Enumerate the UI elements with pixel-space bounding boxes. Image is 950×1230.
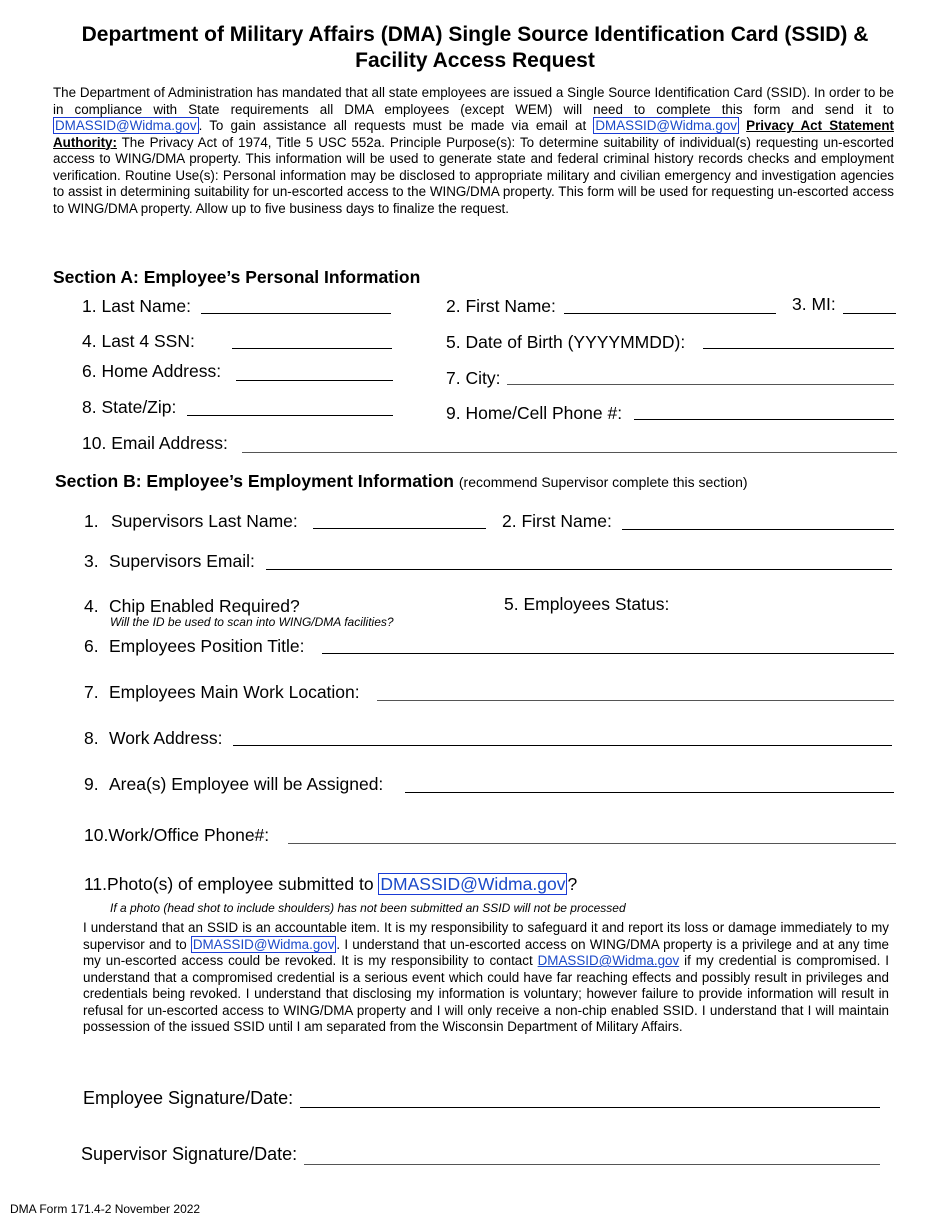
- ack-email-link-2[interactable]: DMASSID@Widma.gov: [537, 953, 680, 968]
- sup-last-name-field[interactable]: [313, 528, 486, 529]
- sup-first-name-field[interactable]: [622, 529, 894, 530]
- photo-question-text: 11.Photo(s) of employee submitted to: [84, 874, 379, 894]
- position-number: 6.: [84, 636, 99, 656]
- home-address-field[interactable]: [236, 380, 393, 381]
- work-location-field[interactable]: [377, 700, 894, 701]
- first-name-label: 2. First Name:: [446, 296, 556, 316]
- intro-text-1: The Department of Administration has mandated that all state employees are issued a Single Source Identification Card (SSID). In order to be in compliance with State requirements all DMA employees (except WEM) will need to complete this form and send it to: [53, 85, 894, 117]
- office-phone-field[interactable]: [288, 843, 896, 844]
- form-title: [40, 22, 910, 74]
- state-zip-label: 8. State/Zip:: [82, 397, 177, 417]
- email-label: 10. Email Address:: [82, 433, 228, 453]
- section-b-heading: [55, 471, 748, 492]
- home-address-label: 6. Home Address:: [82, 361, 222, 381]
- sup-email-label: Supervisors Email:: [109, 551, 255, 571]
- photo-question: [84, 874, 577, 895]
- dob-label: 5. Date of Birth (YYYYMMDD):: [446, 332, 686, 352]
- photo-hint: If a photo (head shot to include shoulders) has not been submitted an SSID will not be processed: [110, 901, 626, 915]
- last-name-field[interactable]: [201, 313, 391, 314]
- position-title-field[interactable]: [322, 653, 894, 654]
- first-name-field[interactable]: [564, 313, 776, 314]
- intro-email-link-2[interactable]: DMASSID@Widma.gov: [595, 118, 737, 133]
- section-b-title: Section B: Employee’s Employment Information: [55, 471, 454, 491]
- phone-field[interactable]: [634, 419, 894, 420]
- email-field[interactable]: [242, 452, 897, 453]
- intro-email-link-1[interactable]: DMASSID@Widma.gov: [55, 118, 197, 133]
- sup-email-field[interactable]: [266, 569, 892, 570]
- form-title-line-2: Facility Access Request: [355, 49, 595, 72]
- work-address-label: Work Address:: [109, 728, 223, 748]
- ack-text-3: if my credential is compromised. I understand that a compromised credential is a serious event which could have far reaching effects and possibly result in privileges and credentials being revoked. I understand that disclosing my information is voluntary; however failure to provide information will result in refusal for un-escorted access to WING/DMA property and I will only receive a non-chip enabled SSID. I understand that I will maintain possession of the issued SSID until I am separated from the Wisconsin Department of Military Affairs.: [83, 953, 889, 1034]
- intro-paragraph: [53, 85, 894, 217]
- sup-last-number: 1.: [84, 511, 99, 531]
- chip-enabled-label: Chip Enabled Required?: [109, 596, 300, 616]
- office-phone-label: 10.Work/Office Phone#:: [84, 825, 270, 845]
- work-address-number: 8.: [84, 728, 99, 748]
- ack-text-1: I understand that an SSID is an accountable item. It is my responsibility to safeguard it and report its loss or damage immediately to my supervisor and to: [83, 920, 889, 952]
- sup-first-name-label: 2. First Name:: [502, 511, 612, 531]
- sup-email-number: 3.: [84, 551, 99, 571]
- position-title-label: Employees Position Title:: [109, 636, 305, 656]
- city-label: 7. City:: [446, 368, 501, 388]
- assigned-area-field[interactable]: [405, 792, 894, 793]
- ssn-field[interactable]: [232, 348, 392, 349]
- intro-text-2: . To gain assistance all requests must be made via email at: [198, 118, 594, 133]
- supervisor-signature-label: Supervisor Signature/Date:: [81, 1144, 298, 1164]
- form-footer: DMA Form 171.4-2 November 2022: [10, 1202, 201, 1216]
- area-number: 9.: [84, 774, 99, 794]
- mi-field[interactable]: [843, 313, 896, 314]
- last-name-label: 1. Last Name:: [82, 296, 191, 316]
- location-number: 7.: [84, 682, 99, 702]
- chip-number: 4.: [84, 596, 99, 616]
- ssn-label: 4. Last 4 SSN:: [82, 331, 195, 351]
- city-field[interactable]: [507, 384, 894, 385]
- phone-label: 9. Home/Cell Phone #:: [446, 403, 623, 423]
- employee-status-label: 5. Employees Status:: [504, 594, 670, 614]
- sup-last-name-label: Supervisors Last Name:: [111, 511, 298, 531]
- work-location-label: Employees Main Work Location:: [109, 682, 360, 702]
- form-title-line-1: Department of Military Affairs (DMA) Single Source Identification Card (SSID) &: [81, 23, 869, 46]
- assigned-area-label: Area(s) Employee will be Assigned:: [109, 774, 384, 794]
- supervisor-signature-field[interactable]: [304, 1164, 880, 1165]
- photo-email-link[interactable]: DMASSID@Widma.gov: [380, 874, 566, 894]
- ack-text-2: . I understand that un-escorted access on WING/DMA property is a privilege and at any time my un-escorted access could be revoked. It is my responsibility to contact: [83, 936, 889, 968]
- employee-signature-label: Employee Signature/Date:: [83, 1088, 294, 1108]
- privacy-act-heading: Privacy Act Statement Authority:: [53, 118, 894, 150]
- photo-question-mark: ?: [567, 874, 578, 894]
- work-address-field[interactable]: [233, 745, 892, 746]
- chip-enabled-hint: Will the ID be used to scan into WING/DMA facilities?: [110, 615, 394, 629]
- employee-signature-field[interactable]: [300, 1107, 880, 1108]
- intro-text-3: The Privacy Act of 1974, Title 5 USC 552a. Principle Purpose(s): To determine suitability of individual(s) requesting un-escorted access to WING/DMA property. This information will be used to generate state and federal criminal history records checks and employment verification. Routine Use(s): Personal information may be disclosed to appropriate military and civilian emergency and investigation agencies to assist in determining suitability for un-escorted access to the WING/DMA property. This form will be used for requesting un-escorted access to WING/DMA property. Allow up to five business days to finalize the request.: [53, 134, 894, 216]
- ack-email-link-1[interactable]: DMASSID@Widma.gov: [192, 936, 335, 952]
- section-a-heading: Section A: Employee’s Personal Information: [53, 267, 421, 287]
- state-zip-field[interactable]: [187, 415, 393, 416]
- acknowledgement-paragraph: [83, 920, 889, 1036]
- dob-field[interactable]: [703, 348, 894, 349]
- mi-label: 3. MI:: [792, 294, 836, 314]
- section-b-subheading: (recommend Supervisor complete this section): [458, 474, 748, 490]
